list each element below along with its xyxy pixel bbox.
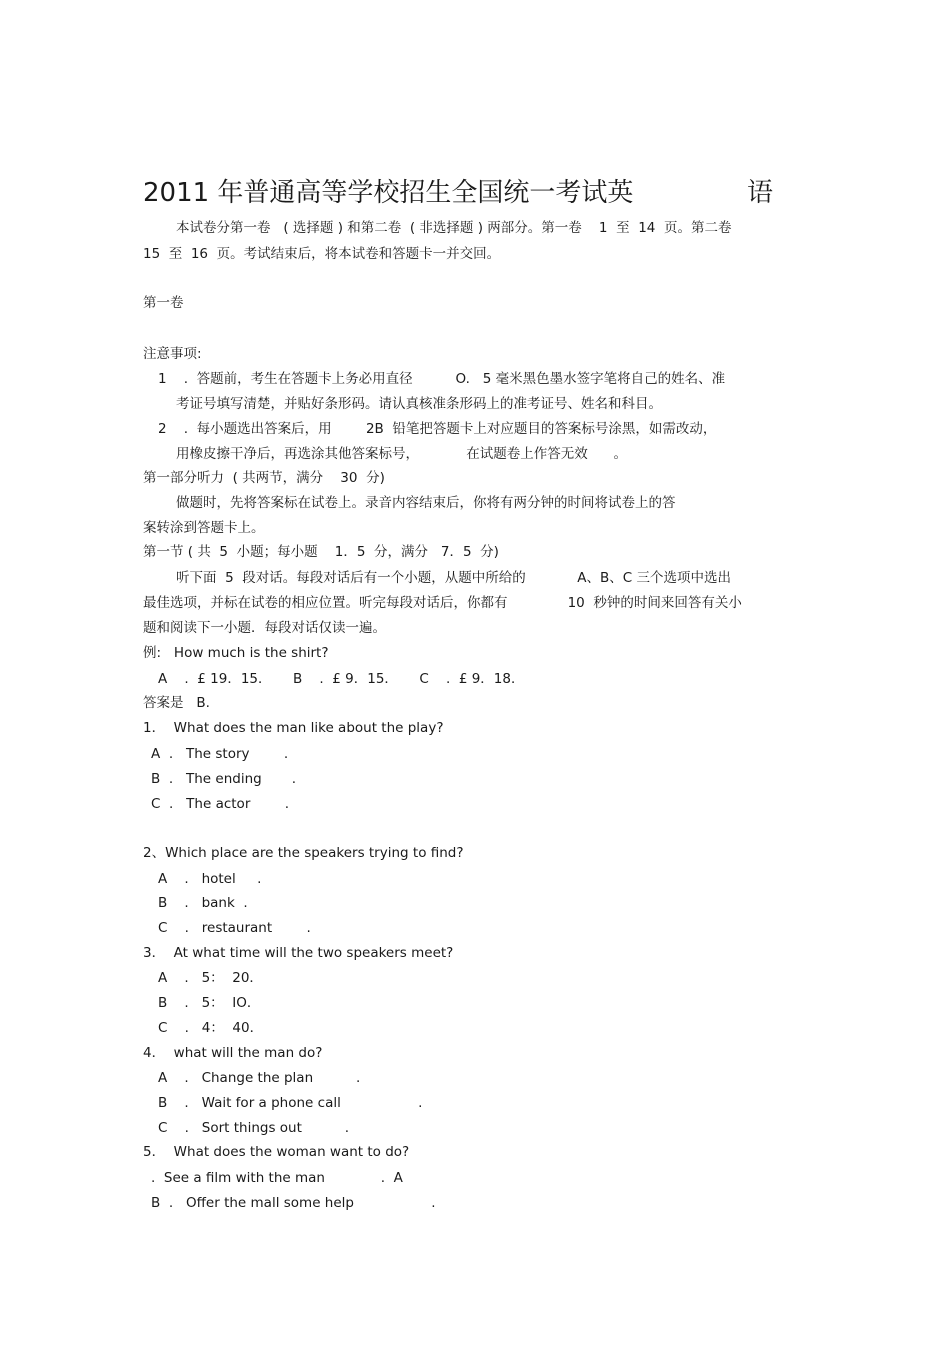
example-question: 例: How much is the shirt? (143, 645, 329, 661)
intro-line-1: 本试卷分第一卷 ( 选择题 ) 和第二卷 ( 非选择题 ) 两部分。第一卷 1 至 14 页。第二卷 (176, 220, 732, 236)
exam-title (143, 176, 773, 210)
part-one-instructions-1: 做题时，先将答案标在试卷上。录音内容结束后，你将有两分钟的时间将试卷上的答 (176, 495, 676, 511)
question-5-option-b: B . Offer the mall some help . (151, 1195, 436, 1211)
question-5: 5． What does the woman want to do? (143, 1144, 410, 1160)
question-3: 3． At what time will the two speakers meet? (143, 945, 454, 961)
intro-line-2: 15 至 16 页。考试结束后，将本试卷和答题卡一并交回。 (143, 246, 501, 262)
question-4-option-c: C . Sort things out . (158, 1120, 350, 1136)
note-2-line-2: 用橡皮擦干净后，再选涂其他答案标号， 在试题卷上作答无效 。 (176, 446, 627, 462)
question-2-option-b: B . bank . (158, 895, 248, 911)
exam-title-main: 2011 年普通高等学校招生全国统一考试英 (143, 178, 634, 208)
section-one-instructions-1: 听下面 5 段对话。每段对话后有一个小题，从题中所给的 A、B、C 三个选项中选出 (176, 570, 731, 586)
question-2: 2、Which place are the speakers trying to find? (143, 845, 464, 861)
part-one-heading: 第一部分听力 ( 共两节，满分 30 分) (143, 470, 385, 486)
section-one-instructions-3: 题和阅读下一小题．每段对话仅读一遍。 (143, 620, 386, 636)
question-2-option-a: A . hotel . (158, 871, 262, 887)
question-1-option-b: B . The ending . (151, 771, 297, 787)
question-3-option-c: C . 4： 40． (158, 1020, 264, 1036)
note-1-line-1: 1 . 答题前，考生在答题卡上务必用直径 O. 5 毫米黑色墨水签字笔将自己的姓名、准 (158, 371, 726, 387)
exam-title-last-char: 语 (746, 178, 773, 208)
question-1-option-c: C . The actor . (151, 796, 289, 812)
question-3-option-b: B . 5： IO． (158, 995, 261, 1011)
question-5-option-a: . See a film with the man . A (151, 1170, 403, 1186)
volume-one-heading: 第一卷 (143, 295, 184, 311)
example-options: A . £ 19．15． B . £ 9．15． C . £ 9．18． (158, 671, 525, 687)
question-3-option-a: A . 5： 20． (158, 970, 263, 986)
question-1: 1． What does the man like about the play? (143, 720, 444, 736)
question-4-option-b: B . Wait for a phone call . (158, 1095, 423, 1111)
question-1-option-a: A . The story . (151, 746, 289, 762)
example-answer: 答案是 B. (143, 695, 210, 711)
section-one-instructions-2: 最佳选项，并标在试卷的相应位置。听完每段对话后，你都有 10 秒钟的时间来回答有关小 (143, 595, 742, 611)
question-4-option-a: A . Change the plan . (158, 1070, 361, 1086)
notes-title: 注意事项: (143, 346, 202, 362)
question-4: 4． what will the man do? (143, 1045, 323, 1061)
part-one-instructions-2: 案转涂到答题卡上。 (143, 520, 265, 536)
question-2-option-c: C . restaurant . (158, 920, 311, 936)
section-one-heading: 第一节 ( 共 5 小题；每小题 1．5 分，满分 7．5 分) (143, 544, 499, 560)
note-2-line-1: 2 . 每小题选出答案后，用 2B 铅笔把答题卡上对应题目的答案标号涂黑，如需改动， (158, 421, 717, 437)
note-1-line-2: 考证号填写清楚，并贴好条形码。请认真核准条形码上的准考证号、姓名和科目。 (176, 396, 662, 412)
